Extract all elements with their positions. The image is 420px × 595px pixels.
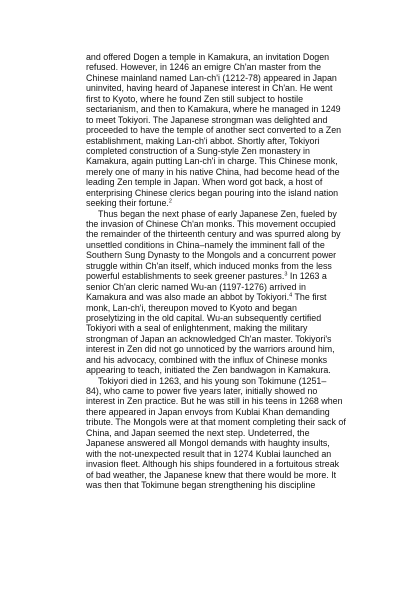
text-line xyxy=(86,188,340,198)
text-line xyxy=(86,407,340,417)
footnote-marker: 3 xyxy=(284,271,288,278)
text-line xyxy=(86,417,346,428)
footnote-marker: 4 xyxy=(289,292,293,299)
text-line xyxy=(86,136,340,146)
text-line xyxy=(86,104,340,114)
text-line xyxy=(86,156,340,166)
line-text: Thus began the next phase of early Japanese Zen, fueled by xyxy=(98,208,337,219)
line-text: was then that Tokimune began strengthening his discipline xyxy=(86,479,316,490)
line-text: tribute. The Mongols were at that moment completing their sack of xyxy=(86,417,346,428)
line-text: interest in Zen did not go unnoticed by the warriors around him, xyxy=(86,344,335,355)
text-line xyxy=(86,209,340,219)
text-line xyxy=(86,376,340,386)
line-text: proceeded to have the temple of another sect converted to a Zen xyxy=(86,125,342,136)
line-text: with the not-unexpected result that in 1274 Kublai launched an xyxy=(86,448,332,459)
line-text: of bad weather, the Japanese knew that there would be more. It xyxy=(86,469,337,480)
line-text: enterprising Chinese clerics began pouring into the island nation xyxy=(86,187,339,198)
footnote-marker: 2 xyxy=(168,198,172,205)
line-text: the invasion of Chinese Ch'an monks. This movement occupied xyxy=(86,219,336,229)
line-text: struggle within Ch'an itself, which induced monks from the less xyxy=(86,260,332,271)
line-text: seeking their fortune. xyxy=(86,198,169,209)
text-line xyxy=(86,146,340,156)
line-text: Tokiyori with a seal of enlightenment, making the military xyxy=(86,323,308,334)
line-text: and his advocacy, combined with the influx of Chinese monks xyxy=(86,354,328,365)
text-line xyxy=(86,83,340,93)
line-text: powerful establishments to seek greener pastures. xyxy=(86,271,285,282)
text-line xyxy=(86,334,340,344)
line-text: unsettled conditions in China–namely the imminent fall of the xyxy=(86,239,325,250)
text-line xyxy=(86,344,340,354)
line-text-continued: The first xyxy=(292,292,327,303)
line-text: 84), who came to power five years later, initially showed no xyxy=(86,386,318,396)
text-line xyxy=(86,177,340,187)
line-text: completed construction of a Sung-style Zen monastery in xyxy=(86,145,310,156)
text-line xyxy=(86,229,340,239)
body-text xyxy=(86,52,346,490)
text-line xyxy=(86,386,340,396)
text-line xyxy=(86,73,340,83)
line-text: interest in Zen practice. But he was still in his teens in 1268 when xyxy=(86,396,343,407)
line-text: first to Kyoto, where he found Zen still subject to hostile xyxy=(86,93,304,104)
text-line xyxy=(86,219,340,229)
line-text: the remainder of the thirteenth century and was spurred along by xyxy=(86,229,341,240)
text-line xyxy=(86,250,340,260)
text-line xyxy=(86,313,340,323)
text-line xyxy=(86,52,340,62)
text-line xyxy=(86,480,340,490)
line-text: China, and Japan seemed the next step. Undeterred, the xyxy=(86,427,310,438)
line-text: appearing to teach, initiated the Zen bandwagon in Kamakura. xyxy=(86,365,331,376)
line-text: leading Zen temple in Japan. When word got back, a host of xyxy=(86,177,323,188)
line-text-continued: In 1263 a xyxy=(287,271,327,282)
text-line xyxy=(86,198,340,208)
text-line xyxy=(86,167,340,177)
line-text: monk, Lan-ch'i, thereupon moved to Kyoto and began xyxy=(86,302,297,313)
text-line xyxy=(86,323,340,333)
text-line xyxy=(86,240,340,250)
text-line xyxy=(86,303,340,313)
text-line xyxy=(86,271,340,281)
text-line xyxy=(86,62,340,72)
line-text: strongman of Japan an acknowledged Ch'an master. Tokiyori's xyxy=(86,333,332,344)
text-line xyxy=(86,396,343,407)
text-line xyxy=(86,438,340,448)
text-line xyxy=(86,428,340,438)
text-line xyxy=(86,94,340,104)
line-text: establishment, making Lan-ch'i abbot. Shortly after, Tokiyori xyxy=(86,135,320,146)
text-line xyxy=(86,355,340,365)
line-text: and offered Dogen a temple in Kamakura, an invitation Dogen xyxy=(86,52,330,62)
line-text: proselytizing in the old capital. Wu-an subsequently certified xyxy=(86,312,322,323)
text-line xyxy=(86,282,340,292)
text-line xyxy=(86,261,340,271)
text-line xyxy=(86,115,340,125)
line-text: merely one of many in his native China, had become head of the xyxy=(86,166,340,177)
line-text: Japanese answered all Mongol demands with haughty insults, xyxy=(86,438,330,449)
line-text: Kamakura and was also made an abbot by Tokiyori. xyxy=(86,292,290,303)
line-text: refused. However, in 1246 an emigre Ch'an master from the xyxy=(86,62,322,73)
text-line xyxy=(86,125,340,135)
line-text: uninvited, having heard of Japanese interest in Ch'an. He went xyxy=(86,83,333,94)
line-text: sectarianism, and then to Kamakura, where he managed in 1249 xyxy=(86,104,341,115)
text-line xyxy=(86,365,340,375)
line-text: Tokiyori died in 1263, and his young son Tokimune (1251– xyxy=(98,375,327,386)
line-text: Southern Sung Dynasty to the Mongols and a concurrent power xyxy=(86,250,337,261)
text-line xyxy=(86,470,340,480)
text-line xyxy=(86,459,340,469)
text-line xyxy=(86,292,340,302)
line-text: senior Ch'an cleric named Wu-an (1197-1276) arrived in xyxy=(86,281,306,292)
line-text: Kamakura, again putting Lan-ch'i in charge. This Chinese monk, xyxy=(86,156,338,167)
line-text: Chinese mainland named Lan-ch'i (1212-78) appeared in Japan xyxy=(86,72,337,83)
line-text: invasion fleet. Although his ships foundered in a fortuitous streak xyxy=(86,459,340,470)
line-text: there appeared in Japan envoys from Kublai Khan demanding xyxy=(86,406,330,417)
text-line xyxy=(86,449,340,459)
line-text: to meet Tokiyori. The Japanese strongman was delighted and xyxy=(86,114,328,125)
